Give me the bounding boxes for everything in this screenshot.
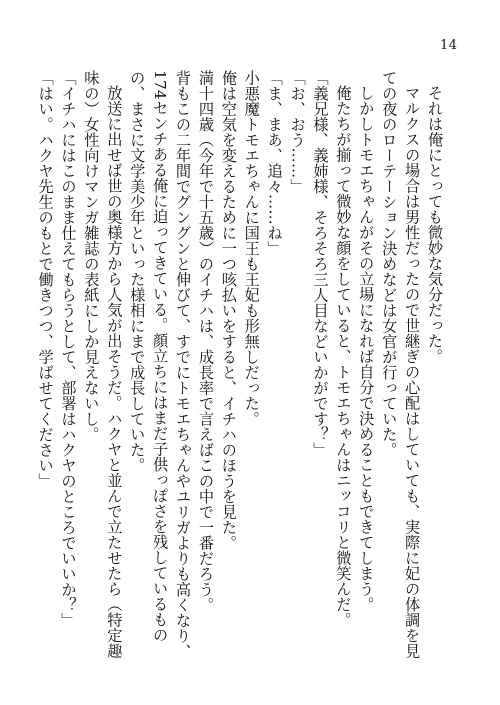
paragraph: 満十四歳（今年で十五歳）のイチハは、成長率で言えばこの中で一番だろう。 xyxy=(196,70,215,613)
paragraph: それは俺にとっても微妙な気分だった。 xyxy=(426,85,444,365)
paragraph: 放送に出せば世の奥様方から人気が出そうだ。ハクヤと並んで立たせたら（特定趣味の）女性向けマンガ雑誌の表紙にしか見えないし。 xyxy=(82,70,124,659)
paragraph: 小悪魔トモエちゃんに国王も王妃も形無しだった。 xyxy=(242,70,261,427)
dialogue-line: 「イチハにはこのまま仕えてもらうとして、部署はハクヤのところでいいか？」 xyxy=(59,70,78,628)
paragraph: 俺は空気を変えるために一つ咳払いをすると、イチハのほうを見た。 xyxy=(219,70,238,551)
paragraph: 俺たちが揃って微妙な顔をしていると、トモエちゃんはニッコリと微笑んだ。 xyxy=(334,85,353,628)
dialogue-line: 「お、おう……」 xyxy=(288,70,307,194)
dialogue-line: 「ま、まあ、追々……ね」 xyxy=(265,70,284,256)
paragraph: 背もこの二年間でグングンと伸びて、すでにトモエちゃんやユリガよりも高くなり、174センチある俺に迫ってきている。顔立ちにはまだ子供っぽさを残しているものの、まさに文学美少年といった様相にまで成長していた。 xyxy=(128,70,193,659)
dialogue-line: 「はい。ハクヤ先生のもとで働きつつ、学ばせてください」 xyxy=(36,70,55,489)
body-text xyxy=(36,70,446,670)
page-number: 14 xyxy=(440,38,458,53)
paragraph: しかしトモエちゃんがその立場になれば自分で決めることもできてしまう。 xyxy=(357,85,376,613)
dialogue-line: 「義兄様、義姉様、そろそろ三人目などいかがです？」 xyxy=(311,70,330,458)
paragraph: マルクスの場合は男性だったので世継ぎの心配はしていても、実際に妃の体調を見ての夜のローテーション決めなどは女官が行っていた。 xyxy=(380,70,422,659)
